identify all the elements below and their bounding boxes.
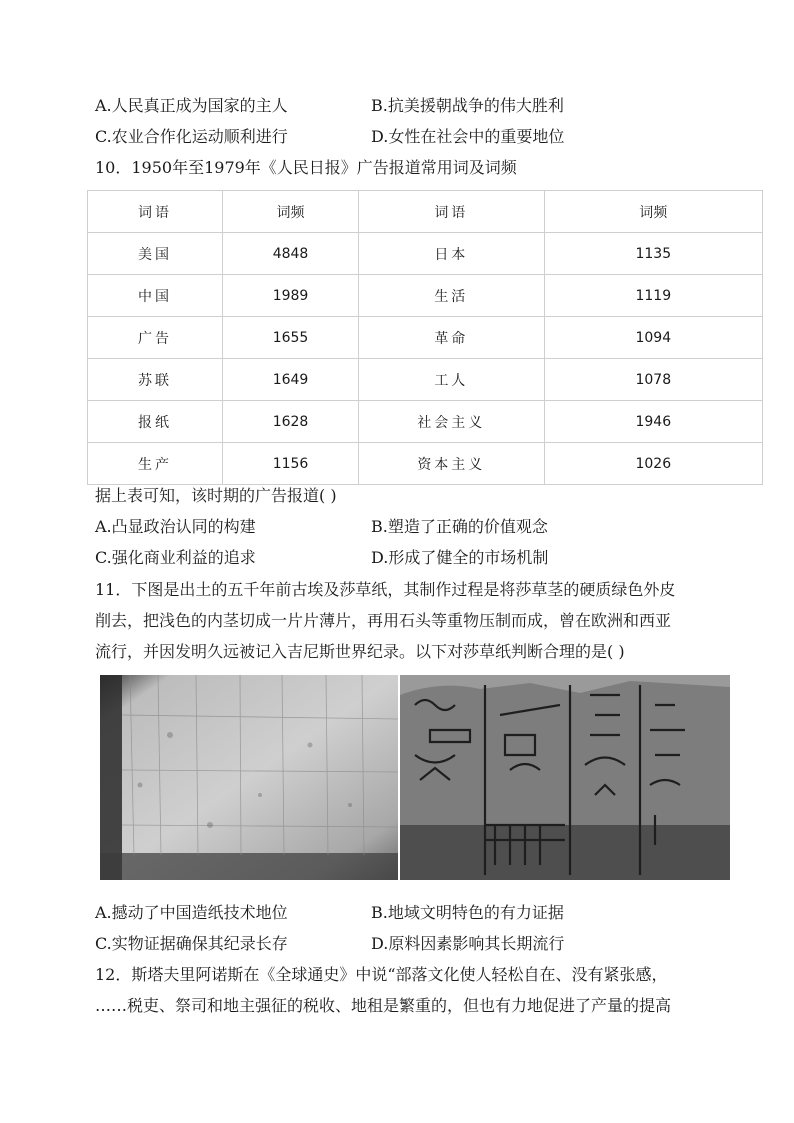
table-cell: 革命	[359, 317, 545, 359]
q11-stem-line-2: 削去，把浅色的内茎切成一片片薄片，再用石头等重物压制而成，曾在欧洲和西亚	[95, 611, 672, 630]
q10-option-b: B.塑造了正确的价值观念	[371, 517, 548, 536]
papyrus-photos	[100, 675, 730, 880]
table-cell: 生产	[88, 443, 223, 485]
table-cell: 生活	[359, 275, 545, 317]
table-cell: 1628	[222, 401, 358, 443]
q11-option-d: D.原料因素影响其长期流行	[371, 934, 565, 953]
table-cell: 报纸	[88, 401, 223, 443]
table-row	[88, 317, 763, 359]
table-cell: 1655	[222, 317, 358, 359]
q10-option-c: C.强化商业利益的追求	[95, 548, 256, 567]
table-cell: 1135	[544, 233, 762, 275]
word-frequency-table	[87, 190, 763, 485]
table-cell: 1078	[544, 359, 762, 401]
q11-option-c: C.实物证据确保其纪录长存	[95, 934, 288, 953]
table-header-cell: 词语	[359, 191, 545, 233]
table-cell: 1156	[222, 443, 358, 485]
table-header-cell: 词频	[544, 191, 762, 233]
q12-stem-line-2: ……税吏、祭司和地主强征的税收、地租是繁重的，但也有力地促进了产量的提高	[95, 996, 672, 1015]
table-row	[88, 443, 763, 485]
table-cell: 资本主义	[359, 443, 545, 485]
q10-stem: 10．1950年至1979年《人民日报》广告报道常用词及词频	[95, 158, 517, 177]
table-cell: 美国	[88, 233, 223, 275]
q11-stem-line-3: 流行，并因发明久远被记入吉尼斯世界纪录。以下对莎草纸判断合理的是( )	[95, 642, 625, 661]
table-header-cell: 词频	[222, 191, 358, 233]
table-header-row	[88, 191, 763, 233]
table-cell: 1649	[222, 359, 358, 401]
q9-option-c: C.农业合作化运动顺利进行	[95, 127, 288, 146]
table-cell: 1946	[544, 401, 762, 443]
q10-option-a: A.凸显政治认同的构建	[95, 517, 256, 536]
table-cell: 中国	[88, 275, 223, 317]
q10-question: 据上表可知，该时期的广告报道( )	[95, 486, 337, 505]
q12-stem-line-1: 12．斯塔夫里阿诺斯在《全球通史》中说“部落文化使人轻松自在、没有紧张感，	[95, 965, 668, 984]
q11-stem-line-1: 11．下图是出土的五千年前古埃及莎草纸，其制作过程是将莎草茎的硬质绿色外皮	[95, 580, 676, 599]
q9-option-b: B.抗美援朝战争的伟大胜利	[371, 96, 564, 115]
table-cell: 1989	[222, 275, 358, 317]
table-header-cell: 词语	[88, 191, 223, 233]
table-cell: 1026	[544, 443, 762, 485]
table-row	[88, 359, 763, 401]
table-cell: 广告	[88, 317, 223, 359]
table-cell: 1119	[544, 275, 762, 317]
hieroglyph-papyrus-photo	[400, 675, 730, 880]
q10-option-d: D.形成了健全的市场机制	[371, 548, 549, 567]
q9-option-a: A.人民真正成为国家的主人	[95, 96, 288, 115]
table-row	[88, 401, 763, 443]
q11-option-a: A.撼动了中国造纸技术地位	[95, 903, 288, 922]
table-cell: 1094	[544, 317, 762, 359]
table-row	[88, 233, 763, 275]
q9-option-d: D.女性在社会中的重要地位	[371, 127, 565, 146]
table-cell: 日本	[359, 233, 545, 275]
plain-papyrus-photo	[100, 675, 398, 880]
table-cell: 工人	[359, 359, 545, 401]
table-cell: 苏联	[88, 359, 223, 401]
table-cell: 4848	[222, 233, 358, 275]
table-cell: 社会主义	[359, 401, 545, 443]
q11-option-b: B.地域文明特色的有力证据	[371, 903, 564, 922]
table-row	[88, 275, 763, 317]
